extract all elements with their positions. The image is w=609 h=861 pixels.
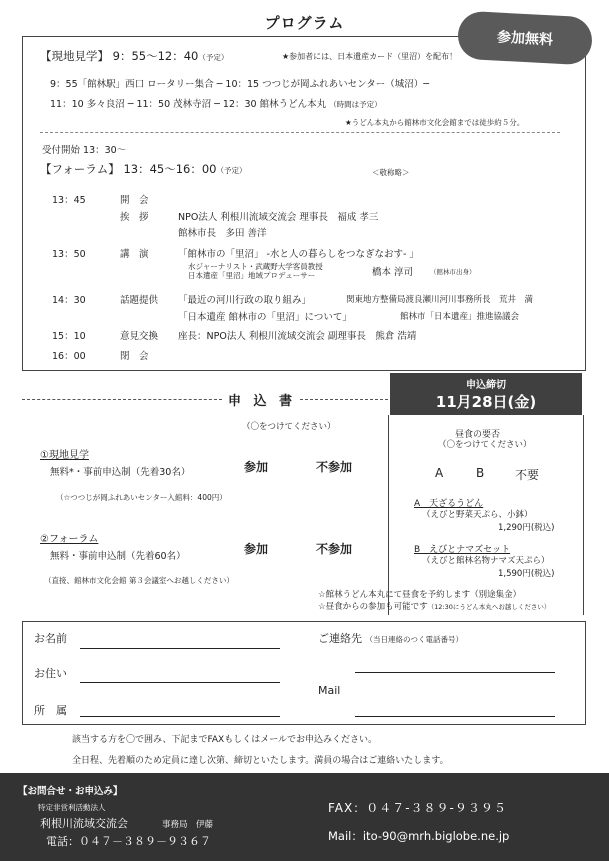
schedule-detail: 「館林市の「里沼」 -水と人の暮らしをつなぎなおす- 」 [178,249,419,260]
footer-contact-title: 【お問合せ・お申込み】 [18,786,123,797]
address-label: お住い [34,667,67,680]
instruction-2: 全日程、先着順のため定員に達し次第、締切といたします。満員の場合はご連絡いたします。 [72,756,449,766]
forum-label: ②フォーラム [40,534,99,545]
lunch-option-b[interactable]: B [476,466,485,480]
tour-attend-option[interactable]: 参加 [244,460,269,474]
lunch-note-1: ☆館林うどん本丸にて昼食を予約します（別途集金） [318,590,522,600]
affiliation-field[interactable] [80,716,280,717]
lunch-a-label: A 天ざるうどん [414,499,484,509]
tour-not-attend-option[interactable]: 不参加 [316,460,353,474]
cut-line-right [300,399,388,400]
tour-card-note: ★参加者には、日本遺産カード（里沼）を配布！ [282,52,458,61]
lunch-option-a[interactable]: A [435,466,444,480]
lunch-title: 昼食の要否 [455,430,501,440]
schedule-time: 16：00 [52,351,86,362]
forum-venue-note: （直接、館林市文化会館 第３会議室へお越しください） [44,576,234,585]
schedule-detail: 館林市長 多田 善洋 [178,228,267,239]
instruction-1: 該当する方を〇で囲み、下記までFAXもしくはメールでお申込みください。 [72,735,378,745]
divider [40,132,560,133]
forum-honorific-note: ＜敬称略＞ [372,168,410,177]
schedule-time: 15：10 [52,331,86,342]
application-title: 申 込 書 [228,394,297,409]
forum-fee: 無料・事前申込制（先着60名） [50,551,186,562]
tour-walk-note: ★うどん本丸から館林市文化会館までは徒歩約５分。 [345,118,525,127]
schedule-time: 14：30 [52,295,86,306]
lunch-note-2-small: （12:30にうどん本丸へお越しください） [427,603,551,611]
contact-note: （当日連絡のつく電話番号） [365,635,463,644]
schedule-item: 開 会 [120,195,149,206]
name-label: お名前 [34,632,67,645]
schedule-item: 意見交換 [120,331,159,342]
forum-header [40,161,247,177]
lunch-a-price: 1,290円(税込) [498,523,555,533]
circle-note: （〇をつけてください） [242,422,336,432]
tour-fee-note: （☆つつじが岡ふれあいセンター入館料：400円） [56,493,227,502]
lunch-note-2 [318,600,550,612]
forum-header-text: 【フォーラム】 13：45～16：00 [40,162,217,176]
free-badge: 参加無料 [457,11,593,66]
tour-line-2 [50,96,382,110]
name-field[interactable] [80,648,280,649]
schedule-item: 閉 会 [120,351,149,362]
schedule-detail: 「最近の河川行政の取り組み」 [178,295,312,306]
schedule-time: 13：50 [52,249,86,260]
contact-field[interactable] [355,672,555,673]
footer-mail[interactable]: Mail：ito-90@mrh.biglobe.ne.jp [328,829,510,843]
deadline-label: 申込締切 [466,380,506,391]
tour-header [40,48,228,64]
talk2-speaker: 関東地方整備局渡良瀬川河川事務所長 荒井 満 [346,295,534,305]
schedule-item: 話題提供 [120,295,159,306]
footer-org-type: 特定非営利活動法人 [38,803,106,812]
schedule-item: 挨 拶 [120,212,149,223]
applicant-form [22,621,586,725]
footer-office: 事務局 伊藤 [162,820,214,830]
schedule-item: 講 演 [120,249,149,260]
deadline-date: 11月28日(金) [435,393,537,411]
forum-not-attend-option[interactable]: 不参加 [316,542,353,556]
tour-fee: 無料*・事前申込制（先着30名） [50,467,191,478]
address-field[interactable] [80,682,280,683]
lunch-circle-note: （〇をつけてください） [438,440,532,450]
talk3-speaker: 館林市「日本遺産」推進協議会 [400,312,520,322]
speaker-note: （館林市出身） [430,268,476,276]
lunch-option-none[interactable]: 不要 [515,468,540,482]
tour-label: ①現地見学 [40,450,89,461]
tour-header-note: （予定） [198,53,229,62]
deadline-box [390,373,582,415]
footer-org-name: 利根川流域交流会 [40,817,128,830]
lunch-note-2-text: ☆昼食からの参加も可能です [318,602,428,612]
contact-label [318,630,463,646]
footer-phone: 電話：０４７－３８９－９３６７ [46,835,211,848]
tour-header-text: 【現地見学】 9：55～12：40 [40,49,199,63]
schedule-time: 13：45 [52,195,86,206]
reception-time: 受付開始 13：30～ [42,145,127,156]
lunch-b-label: B えびとナマズセット [414,545,511,555]
affiliation-label: 所 属 [34,704,67,717]
cut-line-left [22,399,222,400]
schedule-detail: NPO法人 利根川流域交流会 理事長 福成 孝三 [178,212,379,223]
lunch-b-desc: （えびと館林名物ナマズ天ぷら） [422,556,550,566]
lunch-b-price: 1,590円(税込) [498,569,555,579]
schedule-detail: 「日本遺産 館林市の「里沼」について」 [178,312,352,323]
tour-line-2-text: 11：10 多々良沼 ─ 11：50 茂林寺沼 ─ 12：30 館林うどん本丸 [50,99,327,110]
speaker-role-2: 日本遺産「里沼」地域プロデューサー [188,271,316,280]
program-title: プログラム [264,14,345,32]
contact-label-text: ご連絡先 [318,632,362,645]
footer [0,773,609,861]
tour-line-2-note: （時間は予定） [329,100,382,109]
mail-field[interactable] [355,716,555,717]
footer-fax: FAX：０４７-３８９-９３９５ [328,801,507,815]
schedule-detail: 座長：NPO法人 利根川流域交流会 副理事長 熊倉 浩靖 [178,331,417,342]
speaker-name: 橋本 淳司 [372,267,414,278]
tour-line-1: 9：55「館林駅」西口 ロータリー集合 ─ 10：15 つつじが岡ふれあいセンター（城沼）─ [50,79,429,90]
speaker-role-1: 水ジャーナリスト・武蔵野大学客員教授 [188,262,323,271]
forum-attend-option[interactable]: 参加 [244,542,269,556]
lunch-a-desc: （えびと野菜天ぷら、小鉢） [422,510,533,520]
forum-header-note: （予定） [216,166,247,175]
mail-label: Mail [318,684,341,697]
